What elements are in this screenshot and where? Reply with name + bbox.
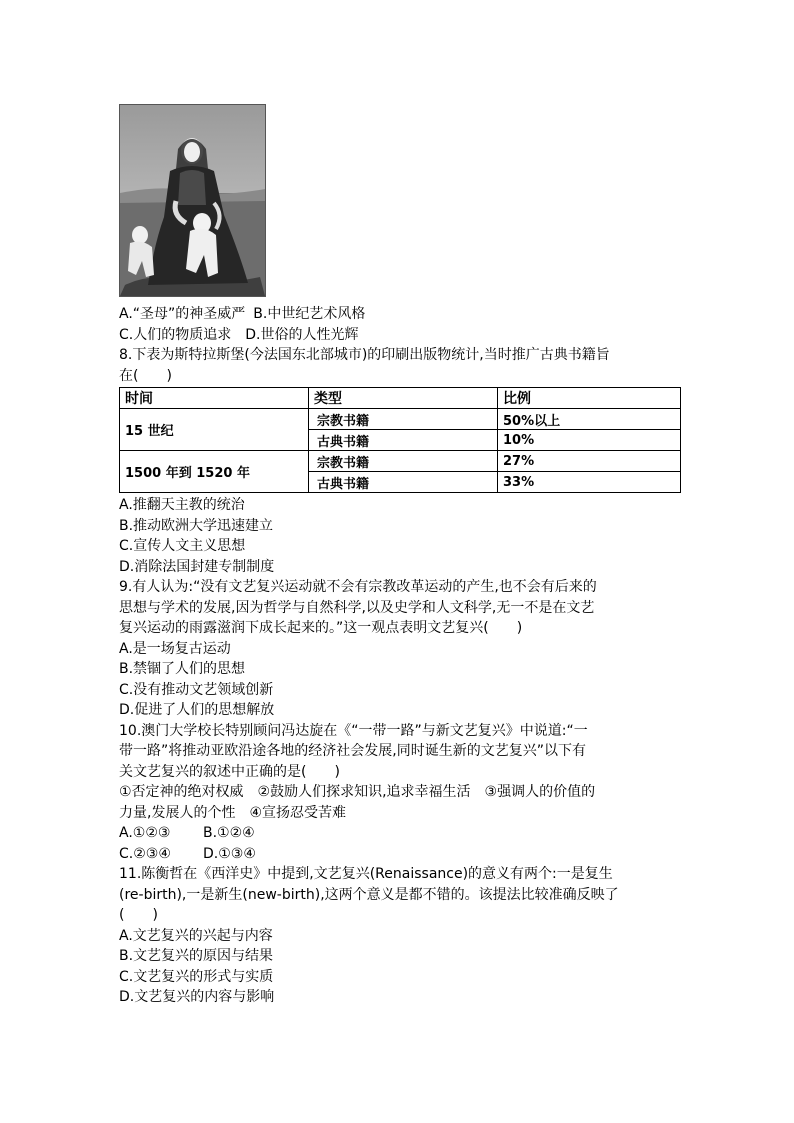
q9-option-c[interactable]: C.没有推动文艺领域创新 (119, 681, 274, 698)
header-ratio: 比例 (498, 388, 681, 409)
q10-stem-line-3: 关文艺复兴的叙述中正确的是( ) (119, 763, 340, 780)
q9-options (119, 639, 681, 721)
q9-option-a[interactable]: A.是一场复古运动 (119, 640, 231, 657)
q7-option-d[interactable]: D.世俗的人性光辉 (245, 326, 359, 343)
q9-stem-line-1: 9.有人认为:“没有文艺复兴运动就不会有宗教改革运动的产生,也不会有后来的 (119, 579, 597, 595)
q10-option-c[interactable]: C.②③④ (119, 845, 171, 862)
q9-stem-line-2: 思想与学术的发展,因为哲学与自然科学,以及史学和人文科学,无一不是在文艺 (119, 599, 595, 616)
q8-option-a[interactable]: A.推翻天主教的统治 (119, 497, 245, 513)
q9-stem (119, 577, 681, 639)
q10-stem (119, 721, 681, 824)
madonna-painting-drawing (120, 105, 265, 296)
q8-stem (119, 345, 681, 386)
q8-options (119, 495, 681, 577)
q7-option-row-2 (119, 325, 681, 346)
ratio-cell: 10% (498, 430, 681, 451)
q8-data-table (119, 387, 681, 493)
ratio-cell: 33% (498, 472, 681, 493)
q8-option-c[interactable]: C.宣传人文主义思想 (119, 538, 246, 554)
q10-option-row-1 (119, 823, 681, 844)
q7-options (119, 304, 681, 345)
q10-options (119, 823, 681, 864)
ratio-cell: 27% (498, 451, 681, 472)
q10-option-row-2 (119, 844, 681, 865)
table-row (120, 451, 681, 472)
period-cell: 15 世纪 (120, 409, 309, 451)
table-row (120, 409, 681, 430)
q8-option-b[interactable]: B.推动欧洲大学迅速建立 (119, 517, 274, 534)
q11-option-d[interactable]: D.文艺复兴的内容与影响 (119, 989, 275, 1005)
q10-option-b[interactable]: B.①②④ (203, 825, 255, 841)
header-period: 时间 (120, 388, 309, 409)
q11-stem-line-1: 11.陈衡哲在《西洋史》中提到,文艺复兴(Renaissance)的意义有两个:一是复生 (119, 866, 613, 882)
q11-options (119, 926, 681, 1008)
q11-stem-line-2: (re-birth),一是新生(new-birth),这两个意义是都不错的。该提法比较准确反映了 (119, 886, 619, 903)
q7-option-c[interactable]: C.人们的物质追求 (119, 326, 232, 343)
madonna-painting-image (119, 104, 266, 297)
q11-stem (119, 864, 681, 926)
q9-stem-line-3: 复兴运动的雨露滋润下成长起来的。”这一观点表明文艺复兴( ) (119, 620, 523, 636)
q10-items-line-1: ①否定神的绝对权威 ②鼓励人们探求知识,追求幸福生活 ③强调人的价值的 (119, 784, 596, 800)
q10-option-a[interactable]: A.①②③ (119, 825, 171, 841)
type-cell: 宗教书籍 (309, 409, 498, 430)
q7-option-b[interactable]: B.中世纪艺术风格 (253, 306, 366, 322)
q9-option-b[interactable]: B.禁锢了人们的思想 (119, 661, 246, 677)
q9-option-d[interactable]: D.促进了人们的思想解放 (119, 702, 275, 718)
q7-option-a[interactable]: A.“圣母”的神圣威严 (119, 306, 246, 322)
header-type: 类型 (309, 388, 498, 409)
q11-option-c[interactable]: C.文艺复兴的形式与实质 (119, 968, 274, 985)
q11-stem-line-3: ( ) (119, 907, 158, 923)
type-cell: 古典书籍 (309, 472, 498, 493)
q8-stem-line-1: 8.下表为斯特拉斯堡(今法国东北部城市)的印刷出版物统计,当时推广古典书籍旨 (119, 347, 610, 363)
q10-stem-line-2: 带一路”将推动亚欧沿途各地的经济社会发展,同时诞生新的文艺复兴”以下有 (119, 743, 586, 759)
type-cell: 宗教书籍 (309, 451, 498, 472)
period-cell: 1500 年到 1520 年 (120, 451, 309, 493)
q11-option-b[interactable]: B.文艺复兴的原因与结果 (119, 948, 274, 964)
q10-items-line-2: 力量,发展人的个性 ④宣扬忍受苦难 (119, 804, 347, 821)
q10-option-d[interactable]: D.①③④ (203, 845, 256, 862)
q8-stem-line-2: 在( ) (119, 367, 172, 384)
q10-stem-line-1: 10.澳门大学校长特别顾问冯达旋在《“一带一路”与新文艺复兴》中说道:“一 (119, 722, 588, 739)
type-cell: 古典书籍 (309, 430, 498, 451)
question-content (119, 104, 681, 1008)
table-header-row (120, 388, 681, 409)
q8-option-d[interactable]: D.消除法国封建专制制度 (119, 558, 275, 575)
ratio-cell: 50%以上 (498, 409, 681, 430)
q7-option-row-1 (119, 304, 681, 325)
q11-option-a[interactable]: A.文艺复兴的兴起与内容 (119, 927, 273, 944)
